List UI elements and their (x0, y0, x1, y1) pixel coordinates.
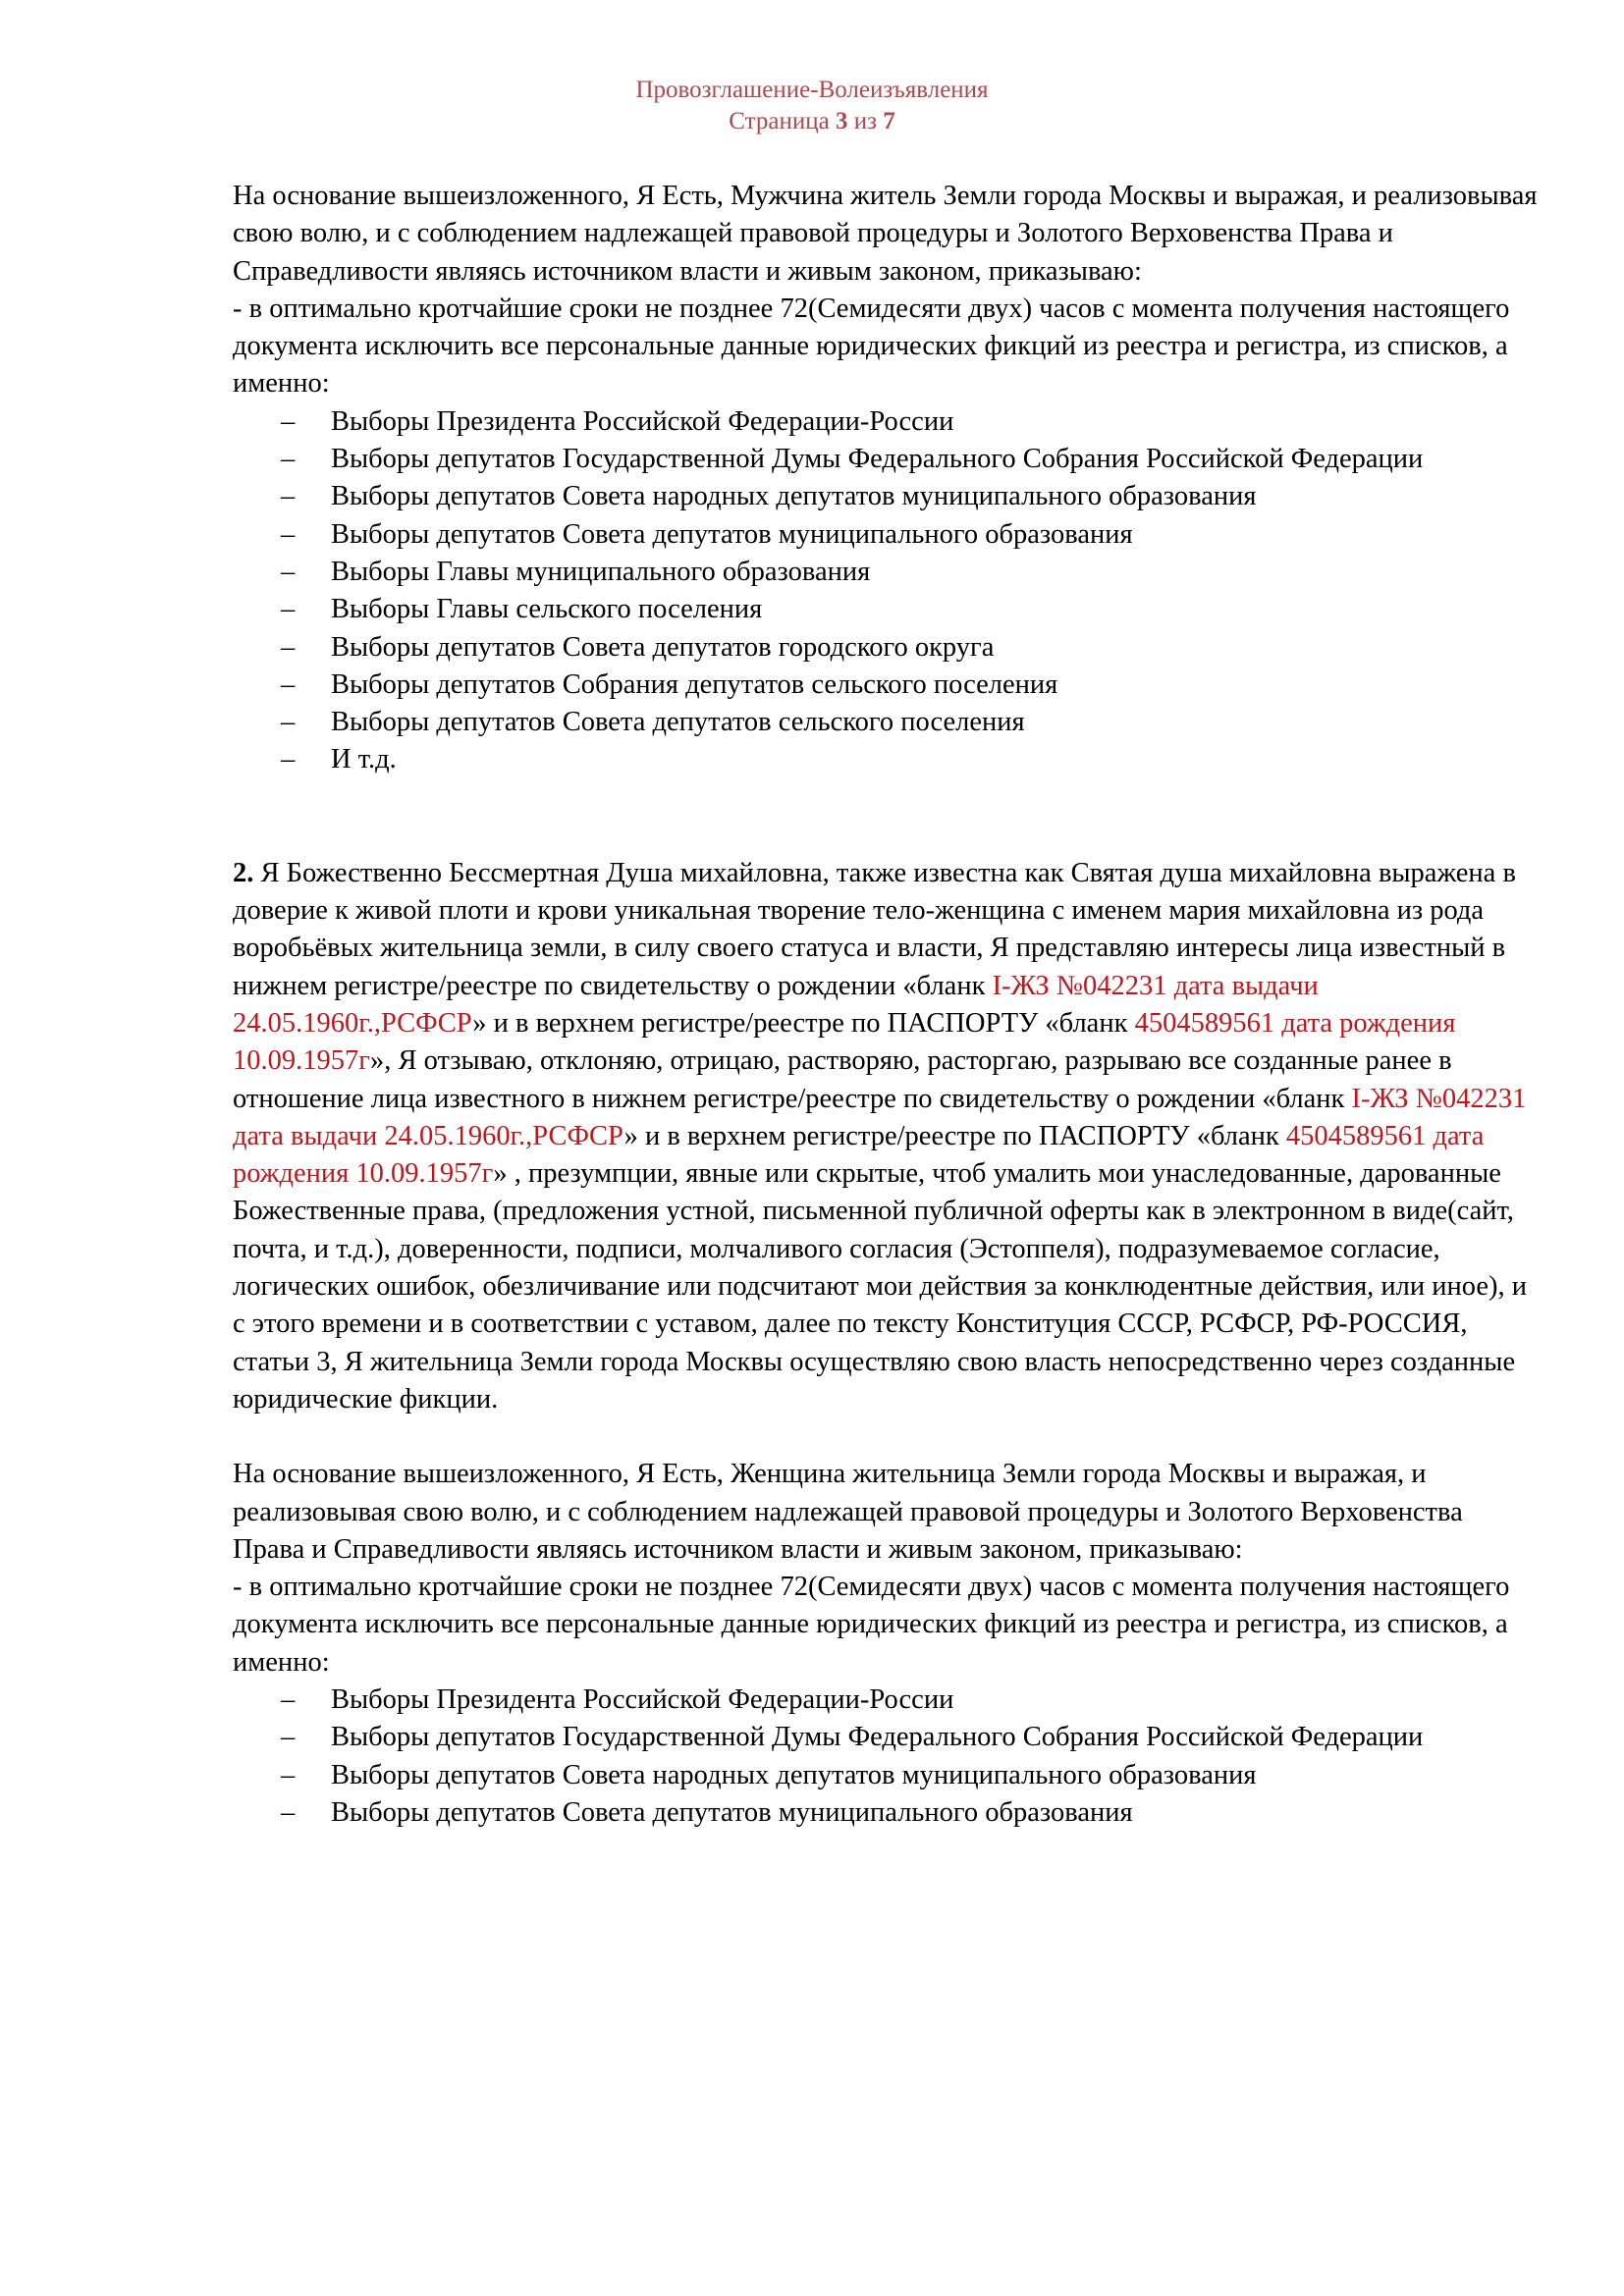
list-item: – Выборы депутатов Совета депутатов сельского поселения (331, 704, 1539, 741)
dash-bullet: – (281, 1759, 296, 1790)
dash-bullet: – (281, 1722, 296, 1753)
list-item: – И т.д. (331, 741, 1539, 778)
list-item: – Выборы депутатов Государственной Думы Федерального Собрания Российской Федерации (331, 441, 1539, 478)
document-title: Провозглашение-Волеизъявления (635, 77, 989, 103)
list-item: – Выборы Президента Российской Федерации-России (331, 1682, 1539, 1719)
section1-list (233, 403, 1539, 779)
dash-bullet: – (281, 744, 296, 775)
section3-list (233, 1682, 1539, 1832)
dash-bullet: – (281, 556, 296, 587)
list-item: – Выборы депутатов Совета депутатов муниципального образования (331, 516, 1539, 554)
list-item: – Выборы Главы муниципального образования (331, 554, 1539, 591)
dash-bullet: – (281, 1683, 296, 1715)
dash-bullet: – (281, 405, 296, 437)
page-number: Страница 3 из 7 (729, 108, 895, 134)
section3-intro: На основание вышеизложенного, Я Есть, Женщина жительница Земли города Москвы и выражая, и реализовывая свою волю, и с соблюдением надлежащей правовой процедуры и Золотого Верховенства Права и Справедливости являясь источником власти и живым законом, приказываю: (233, 1459, 1463, 1565)
section-number: 2. (233, 857, 254, 888)
document-body (233, 178, 1539, 1832)
birth-certificate-details: I-ЖЗ №042231 дата выдачи 24.05.1960г.,РСФСР (233, 1083, 1527, 1151)
list-item: – Выборы депутатов Совета народных депутатов муниципального образования (331, 1757, 1539, 1794)
passport-details: 4504589561 дата рождения 10.09.1957г (233, 1007, 1456, 1077)
section1-order: - в оптимально кротчайшие сроки не позднее 72(Семидесяти двух) часов с момента получения настоящего документа исключить все персональные данные юридических фикций из реестра и регистра, из списков, а именно: (233, 293, 1510, 400)
section1-intro: На основание вышеизложенного, Я Есть, Мужчина житель Земли города Москвы и выражая, и реализовывая свою волю, и с соблюдением надлежащей правовой процедуры и Золотого Верховенства Права и Справедливости являясь источником власти и живым законом, приказываю: (233, 181, 1538, 287)
dash-bullet: – (281, 518, 296, 550)
list-item: – Выборы Главы сельского поселения (331, 591, 1539, 628)
list-item: – Выборы депутатов Совета депутатов городского округа (331, 629, 1539, 667)
page-header (0, 75, 1624, 137)
passport-details: 4504589561 дата рождения 10.09.1957г (233, 1120, 1485, 1190)
dash-bullet: – (281, 668, 296, 700)
dash-bullet: – (281, 707, 296, 738)
list-item: – Выборы депутатов Совета народных депутатов муниципального образования (331, 478, 1539, 515)
birth-certificate-details: I-ЖЗ №042231 дата выдачи 24.05.1960г.,РСФСР (233, 970, 1319, 1039)
dash-bullet: – (281, 1796, 296, 1828)
list-item: – Выборы депутатов Совета депутатов муниципального образования (331, 1794, 1539, 1832)
dash-bullet: – (281, 631, 296, 663)
list-item: – Выборы Президента Российской Федерации-России (331, 403, 1539, 441)
list-item: – Выборы депутатов Государственной Думы Федерального Собрания Российской Федерации (331, 1719, 1539, 1756)
dash-bullet: – (281, 594, 296, 625)
section3-order: - в оптимально кротчайшие сроки не позднее 72(Семидесяти двух) часов с момента получения настоящего документа исключить все персональные данные юридических фикций из реестра и регистра, из списков, а именно: (233, 1572, 1510, 1678)
list-item: – Выборы депутатов Собрания депутатов сельского поселения (331, 667, 1539, 704)
dash-bullet: – (281, 481, 296, 512)
dash-bullet: – (281, 444, 296, 475)
section2-paragraph: 2. Я Божественно Бессмертная Душа михайловна, также известна как Святая душа михайловна выражена в доверие к живой плоти и крови уникальная творение тело-женщина с именем мария михайловна из рода воробьёвых жительница земли, в силу своего статуса и власти, Я представляю интересы лица известный в нижнем регистре/реестре по свидетельству о рождении «бланк I-ЖЗ №042231 дата выдачи 24.05.1960г.,РСФСР» и в верхнем регистре/реестре по ПАСПОРТУ «бланк 4504589561 дата рождения 10.09.1957г», Я отзываю, отклоняю, отрицаю, растворяю, расторгаю, разрываю все созданные ранее в отношение лица известного в нижнем регистре/реестре по свидетельству о рождении «бланк I-ЖЗ №042231 дата выдачи 24.05.1960г.,РСФСР» и в верхнем регистре/реестре по ПАСПОРТУ «бланк 4504589561 дата рождения 10.09.1957г» , презумпции, явные или скрытые, чтоб умалить мои унаследованные, дарованные Божественные права, (предложения устной, письменной публичной оферты как в электронном в виде(сайт, почта, и т.д.), доверенности, подписи, молчаливого согласия (Эстоппеля), подразумеваемое согласие, логических ошибок, обезличивание или подсчитают мои действия за конклюдентные действия, или иное), и с этого времени и в соответствии с уставом, далее по тексту Конституция СССР, РСФСР, РФ-РОССИЯ, статьи 3, Я жительница Земли города Москвы осуществляю свою власть непосредственно через созданные юридические фикции. (233, 857, 1528, 1415)
